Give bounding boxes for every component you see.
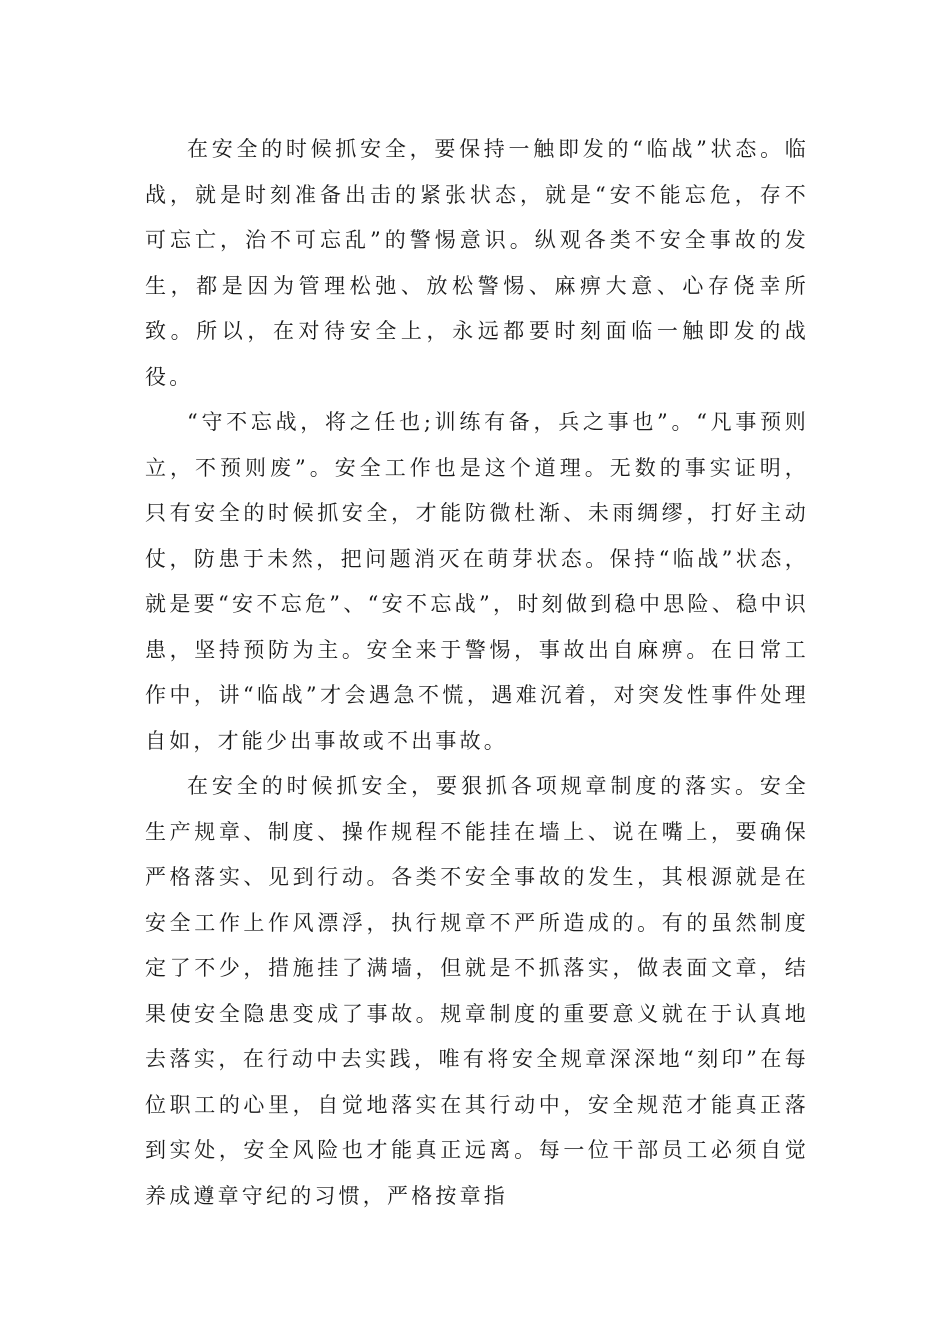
paragraph-3: 在安全的时候抓安全，要狠抓各项规章制度的落实。安全生产规章、制度、操作规程不能挂在墙上、说在嘴上，要确保严格落实、见到行动。各类不安全事故的发生，其根源就是在安全工作上作风漂浮，执行规章不严所造成的。有的虽然制度定了不少，措施挂了满墙，但就是不抓落实，做表面文章，结果使安全隐患变成了事故。规章制度的重要意义就在于认真地去落实，在行动中去实践，唯有将安全规章深深地“刻印”在每位职工的心里，自觉地落实在其行动中，安全规范才能真正落到实处，安全风险也才能真正远离。每一位干部员工必须自觉养成遵章守纪的习惯，严格按章指 xyxy=(145,774,809,1208)
paragraph-2: “守不忘战，将之任也;训练有备，兵之事也”。“凡事预则立，不预则废”。安全工作也是这个道理。无数的事实证明，只有安全的时候抓安全，才能防微杜渐、未雨绸缪，打好主动仗，防患于未然，把问题消灭在萌芽状态。保持“临战”状态，就是要“安不忘危”、“安不忘战”，时刻做到稳中思险、稳中识患，坚持预防为主。安全来于警惕，事故出自麻痹。在日常工作中，讲“临战”才会遇急不慌，遇难沉着，对突发性事件处理自如，才能少出事故或不出事故。 xyxy=(145,410,809,753)
document-body xyxy=(145,127,809,1219)
paragraph-1: 在安全的时候抓安全，要保持一触即发的“临战”状态。临战，就是时刻准备出击的紧张状态，就是“安不能忘危，存不可忘亡，治不可忘乱”的警惕意识。纵观各类不安全事故的发生，都是因为管理松弛、放松警惕、麻痹大意、心存侥幸所致。所以，在对待安全上，永远都要时刻面临一触即发的战役。 xyxy=(145,137,809,389)
